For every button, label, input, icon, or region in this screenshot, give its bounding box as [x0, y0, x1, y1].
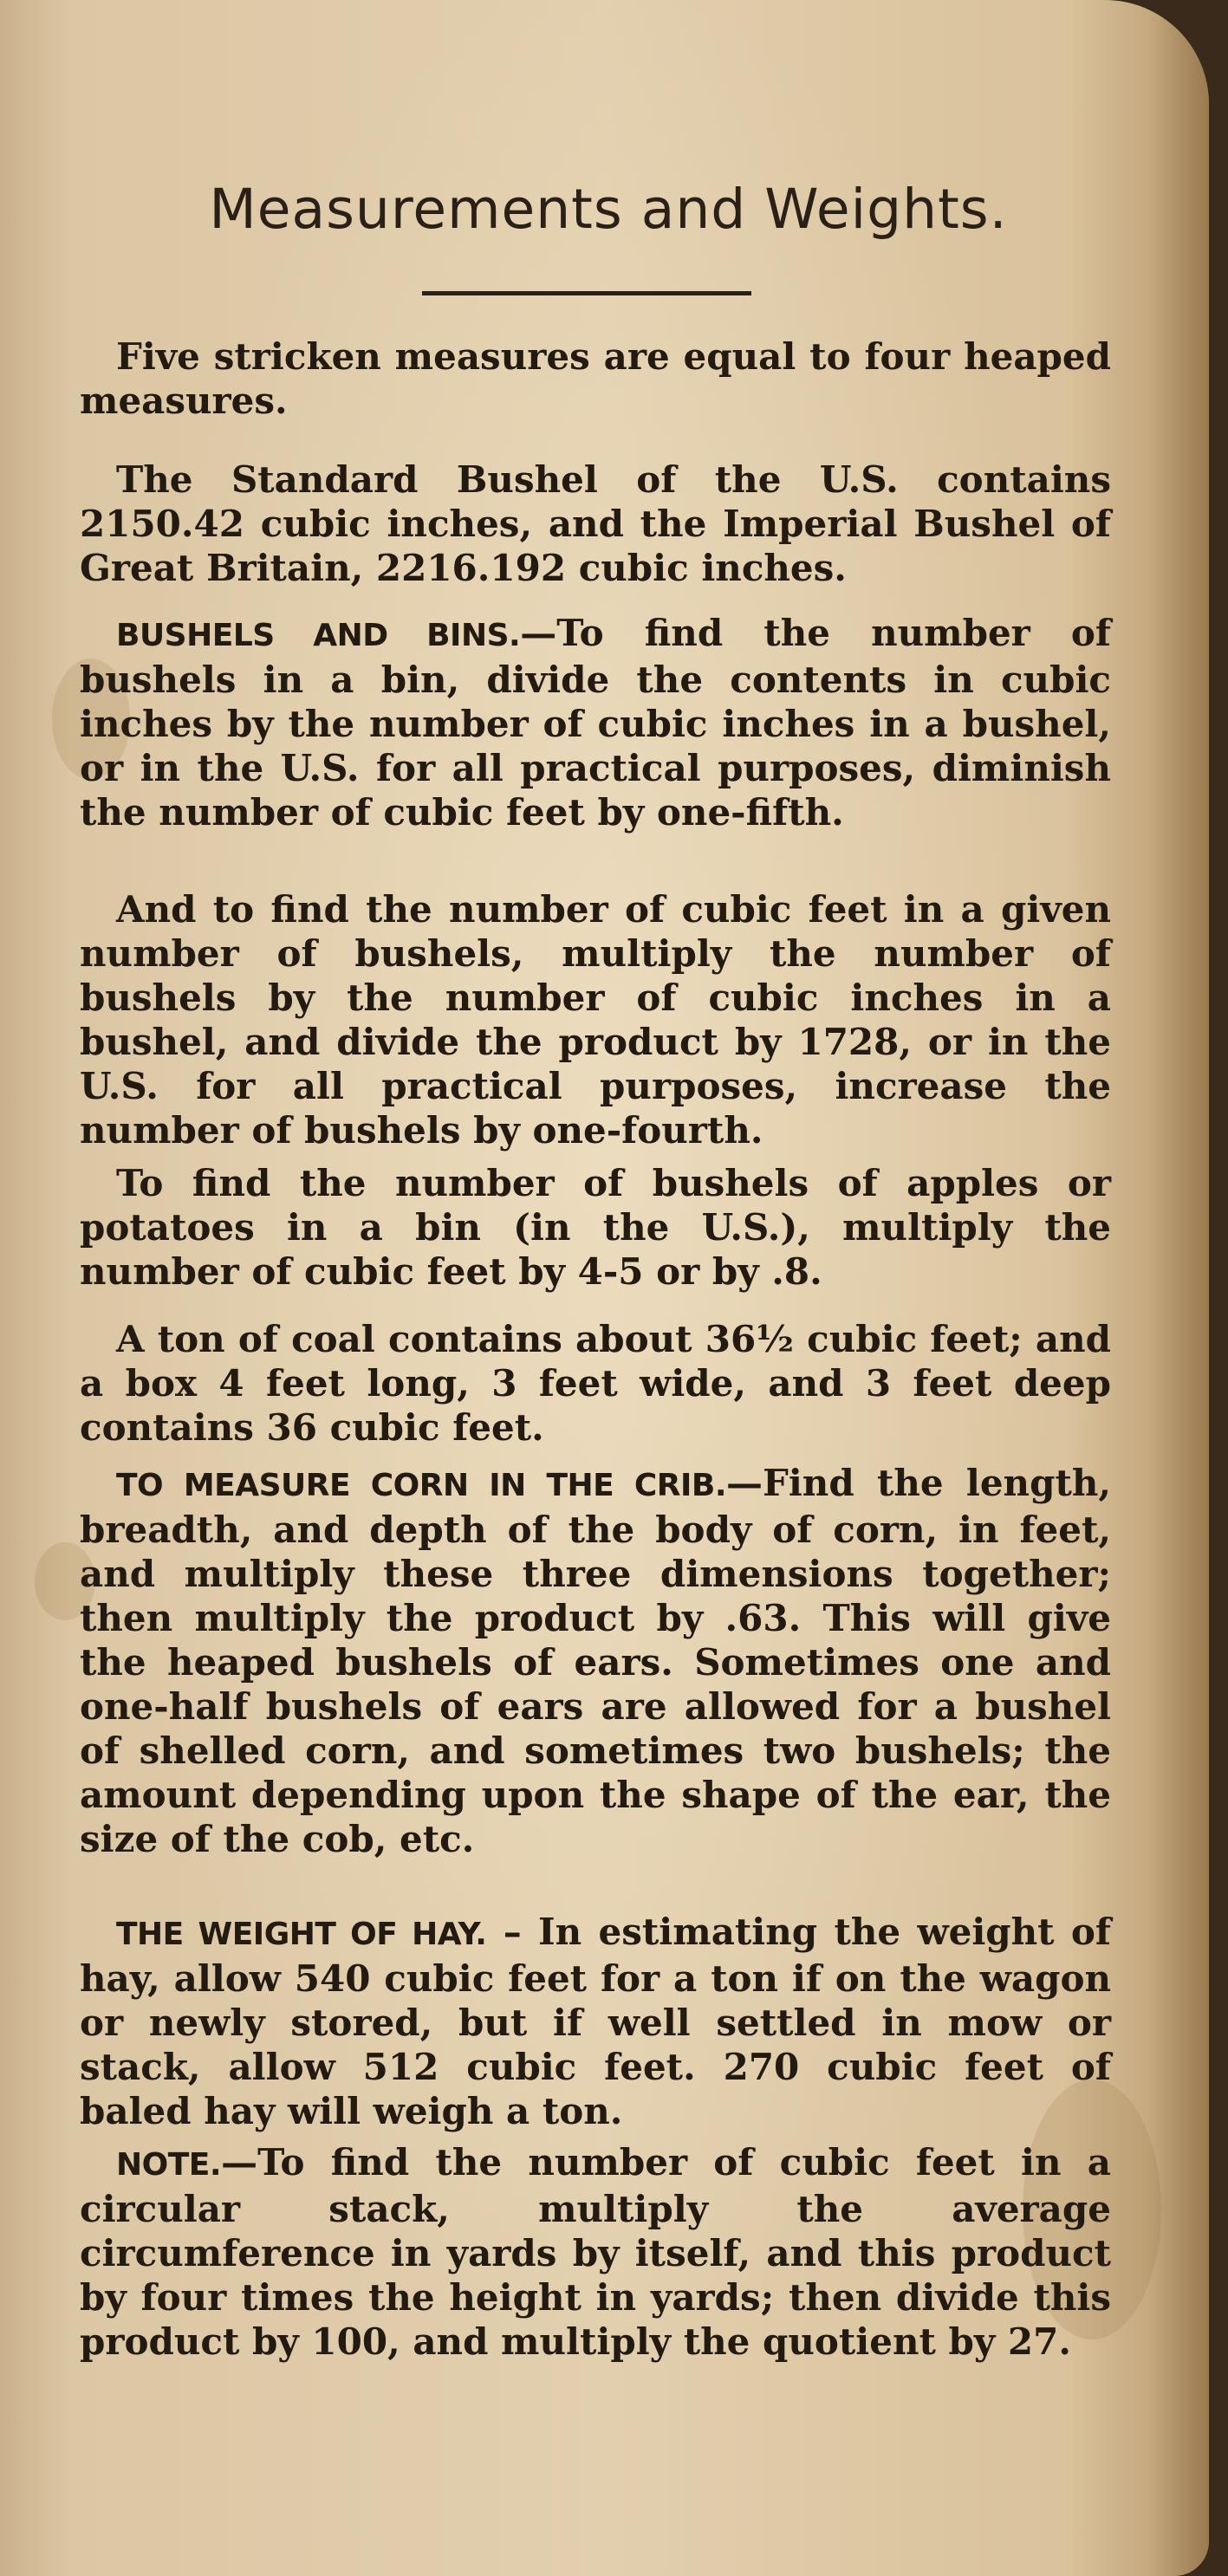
page-title: Measurements and Weights. — [209, 178, 1008, 241]
paragraph-text: A ton of coal contains about 36½ cubic feet; and a box 4 feet long, 3 feet wide, and 3 feet deep contains 36 cubic feet. — [80, 1318, 1111, 1449]
paragraph-ton-of-coal — [80, 1317, 1111, 1450]
section-heading: TO MEASURE CORN IN THE CRIB. — [116, 1468, 727, 1503]
paragraph-text: The Standard Bushel of the U.S. contains 2150.42 cubic inches, and the Imperial Bushel of Great Britain, 2216.192 cubic inches. — [80, 458, 1111, 589]
paragraph-text: Five stricken measures are equal to four heaped measures. — [80, 335, 1111, 422]
section-heading: NOTE. — [116, 2147, 222, 2183]
paragraph-text: —To find the number of cubic feet in a circular stack, multiply the average circumference in yards by itself, and this product by four times the height in yards; then divide this product by 100, and multiply the quotient by 27. — [80, 2141, 1111, 2363]
paragraph-text: To find the number of bushels of apples or potatoes in a bin (in the U.S.), multiply the number of cubic feet by 4-5 or by .8. — [80, 1162, 1111, 1293]
paragraph-text: —To find the number of bushels in a bin, divide the contents in cubic inches by the number of cubic inches in a bushel, or in the U.S. for all practical purposes, diminish the number of cubic feet by one-fifth. — [80, 612, 1111, 834]
page-edge-shadow — [1148, 0, 1209, 2576]
paragraph-note-circular-stack — [80, 2140, 1111, 2364]
section-heading: BUSHELS AND BINS. — [116, 618, 521, 653]
paragraph-text: – In estimating the weight of hay, allow 540 cubic feet for a ton if on the wagon or newly stored, but if well settled in mow or stack, allow 512 cubic feet. 270 cubic feet of baled hay will weigh a ton. — [80, 1911, 1111, 2132]
paragraph-stricken-measures — [80, 334, 1111, 423]
paragraph-cubic-feet-in-bushels — [80, 887, 1111, 1152]
section-heading: THE WEIGHT OF HAY. — [116, 1917, 487, 1952]
paragraph-weight-of-hay — [80, 1910, 1111, 2133]
paragraph-apples-potatoes — [80, 1161, 1111, 1294]
title-rule — [422, 291, 751, 295]
paragraph-text: —Find the length, breadth, and depth of the body of corn, in feet, and multiply these three dimensions together; then multiply the product by .63. This will give the heaped bushels of ears. Sometimes one and one-half bushels of ears are allowed for a bushel of shelled corn, and sometimes two bushels; the amount depending upon the shape of the ear, the size of the cob, etc. — [80, 1462, 1111, 1860]
paragraph-standard-bushel — [80, 457, 1111, 590]
paragraph-text: And to find the number of cubic feet in a given number of bushels, multiply the number of bushels by the number of cubic inches in a bushel, and divide the product by 1728, or in the U.S. for all practical purposes, increase the number of bushels by one-fourth. — [80, 888, 1111, 1152]
paragraph-bushels-and-bins — [80, 611, 1111, 834]
paragraph-corn-in-crib — [80, 1461, 1111, 1861]
